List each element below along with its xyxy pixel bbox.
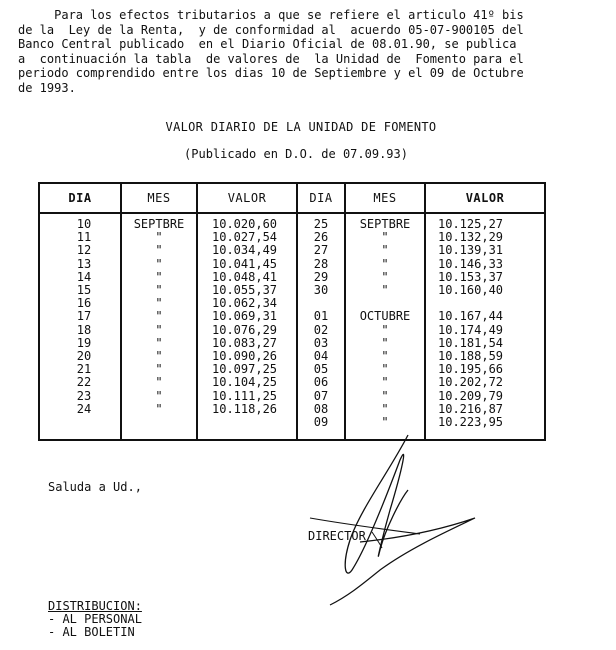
cell-dia: 01 — [297, 310, 345, 323]
table-row — [39, 337, 545, 350]
uf-table-container — [38, 182, 544, 444]
cell-dia: 28 — [297, 258, 345, 271]
cell-dia: 29 — [297, 271, 345, 284]
cell-valor: 10.118,26 — [197, 403, 297, 416]
cell-valor: 10.167,44 — [425, 310, 545, 323]
cell-valor: 10.083,27 — [197, 337, 297, 350]
cell-dia: 12 — [39, 244, 121, 257]
cell-valor: 10.139,31 — [425, 244, 545, 257]
cell-valor: 10.020,60 — [197, 213, 297, 231]
cell-valor: 10.097,25 — [197, 363, 297, 376]
cell-dia: 04 — [297, 350, 345, 363]
cell-valor: 10.146,33 — [425, 258, 545, 271]
cell-valor: 10.216,87 — [425, 403, 545, 416]
cell-dia: 25 — [297, 213, 345, 231]
header-mes-right: MES — [345, 183, 425, 213]
cell-valor — [197, 416, 297, 440]
header-dia-left: DIA — [39, 183, 121, 213]
cell-valor: 10.188,59 — [425, 350, 545, 363]
table-header-row — [39, 183, 545, 213]
cell-valor: 10.076,29 — [197, 324, 297, 337]
cell-dia: 26 — [297, 231, 345, 244]
cell-mes: " — [121, 271, 197, 284]
cell-mes: " — [345, 376, 425, 389]
table-row — [39, 231, 545, 244]
cell-mes: " — [121, 390, 197, 403]
table-subtitle — [0, 147, 616, 161]
uf-values-table — [38, 182, 546, 441]
cell-valor: 10.104,25 — [197, 376, 297, 389]
cell-mes — [121, 416, 197, 440]
table-row — [39, 390, 545, 403]
table-row — [39, 363, 545, 376]
distribution-list — [48, 600, 142, 639]
intro-line: Banco Central publicado en el Diario Oficial de 08.01.90, se publica — [18, 37, 517, 51]
cell-valor: 10.048,41 — [197, 271, 297, 284]
cell-dia: 19 — [39, 337, 121, 350]
intro-paragraph — [18, 8, 604, 95]
cell-dia: 15 — [39, 284, 121, 297]
cell-mes: " — [345, 284, 425, 297]
table-row — [39, 271, 545, 284]
cell-valor: 10.055,37 — [197, 284, 297, 297]
intro-line: de la Ley de la Renta, y de conformidad al acuerdo 05-07-900105 del — [18, 22, 524, 37]
table-body — [39, 213, 545, 440]
cell-valor: 10.153,37 — [425, 271, 545, 284]
cell-mes: SEPTBRE — [121, 213, 197, 231]
table-row — [39, 376, 545, 389]
table-row — [39, 213, 545, 231]
table-row — [39, 258, 545, 271]
cell-mes: " — [121, 297, 197, 310]
cell-dia: 05 — [297, 363, 345, 376]
intro-line: Para los efectos tributarios a que se refiere el articulo 41º bis — [18, 8, 524, 22]
cell-dia: 08 — [297, 403, 345, 416]
cell-dia: 11 — [39, 231, 121, 244]
cell-valor — [425, 297, 545, 310]
table-row — [39, 310, 545, 323]
cell-mes: " — [121, 244, 197, 257]
cell-dia — [297, 297, 345, 310]
table-row — [39, 350, 545, 363]
cell-valor: 10.111,25 — [197, 390, 297, 403]
distribution-item: - AL PERSONAL — [48, 612, 142, 626]
header-valor-left: VALOR — [197, 183, 297, 213]
header-valor-right: VALOR — [425, 183, 545, 213]
cell-mes — [345, 297, 425, 310]
table-row — [39, 403, 545, 416]
distribution-title: DISTRIBUCION: — [48, 599, 142, 613]
cell-dia: 22 — [39, 376, 121, 389]
cell-valor: 10.209,79 — [425, 390, 545, 403]
cell-valor: 10.041,45 — [197, 258, 297, 271]
cell-mes: " — [345, 390, 425, 403]
cell-mes: " — [121, 337, 197, 350]
cell-dia: 17 — [39, 310, 121, 323]
cell-mes: " — [345, 244, 425, 257]
cell-mes: " — [345, 403, 425, 416]
cell-dia: 30 — [297, 284, 345, 297]
cell-valor: 10.090,26 — [197, 350, 297, 363]
cell-dia: 06 — [297, 376, 345, 389]
cell-dia: 03 — [297, 337, 345, 350]
cell-valor: 10.174,49 — [425, 324, 545, 337]
cell-dia: 09 — [297, 416, 345, 440]
header-mes-left: MES — [121, 183, 197, 213]
cell-mes: SEPTBRE — [345, 213, 425, 231]
handwritten-signature — [290, 430, 490, 610]
cell-mes: " — [345, 363, 425, 376]
cell-dia: 13 — [39, 258, 121, 271]
cell-mes: " — [345, 350, 425, 363]
cell-dia: 21 — [39, 363, 121, 376]
cell-mes: " — [345, 324, 425, 337]
cell-mes: " — [345, 416, 425, 440]
cell-dia: 02 — [297, 324, 345, 337]
cell-mes: OCTUBRE — [345, 310, 425, 323]
cell-mes: " — [121, 363, 197, 376]
cell-mes: " — [345, 337, 425, 350]
cell-mes: " — [345, 258, 425, 271]
cell-valor: 10.181,54 — [425, 337, 545, 350]
cell-valor: 10.202,72 — [425, 376, 545, 389]
header-dia-right: DIA — [297, 183, 345, 213]
cell-mes: " — [121, 403, 197, 416]
table-title-text: VALOR DIARIO DE LA UNIDAD DE FOMENTO — [165, 120, 437, 134]
cell-mes: " — [345, 231, 425, 244]
cell-valor: 10.160,40 — [425, 284, 545, 297]
cell-dia: 16 — [39, 297, 121, 310]
cell-valor: 10.062,34 — [197, 297, 297, 310]
greeting: Saluda a Ud., — [48, 480, 142, 494]
table-row — [39, 244, 545, 257]
cell-dia: 24 — [39, 403, 121, 416]
table-subtitle-text: (Publicado en D.O. de 07.09.93) — [184, 147, 408, 161]
cell-mes: " — [345, 271, 425, 284]
cell-dia: 10 — [39, 213, 121, 231]
cell-mes: " — [121, 284, 197, 297]
distribution-item: - AL BOLETIN — [48, 625, 135, 639]
cell-mes: " — [121, 231, 197, 244]
cell-mes: " — [121, 310, 197, 323]
intro-line: a continuación la tabla de valores de la Unidad de Fomento para el — [18, 51, 524, 66]
cell-valor: 10.027,54 — [197, 231, 297, 244]
cell-mes: " — [121, 258, 197, 271]
table-row — [39, 297, 545, 310]
table-row — [39, 284, 545, 297]
table-title — [0, 120, 616, 134]
cell-mes: " — [121, 350, 197, 363]
cell-mes: " — [121, 324, 197, 337]
intro-line: de 1993. — [18, 80, 76, 95]
cell-valor: 10.125,27 — [425, 213, 545, 231]
cell-dia: 14 — [39, 271, 121, 284]
cell-dia: 07 — [297, 390, 345, 403]
table-row — [39, 324, 545, 337]
cell-dia: 18 — [39, 324, 121, 337]
cell-valor: 10.223,95 — [425, 416, 545, 440]
cell-valor: 10.034,49 — [197, 244, 297, 257]
intro-line: periodo comprendido entre los dias 10 de Septiembre y el 09 de Octubre — [18, 66, 524, 80]
cell-mes: " — [121, 376, 197, 389]
cell-valor: 10.132,29 — [425, 231, 545, 244]
cell-dia: 23 — [39, 390, 121, 403]
signatory-title: DIRECTOR — [308, 529, 366, 543]
cell-dia — [39, 416, 121, 440]
cell-dia: 27 — [297, 244, 345, 257]
cell-valor: 10.069,31 — [197, 310, 297, 323]
cell-dia: 20 — [39, 350, 121, 363]
cell-valor: 10.195,66 — [425, 363, 545, 376]
